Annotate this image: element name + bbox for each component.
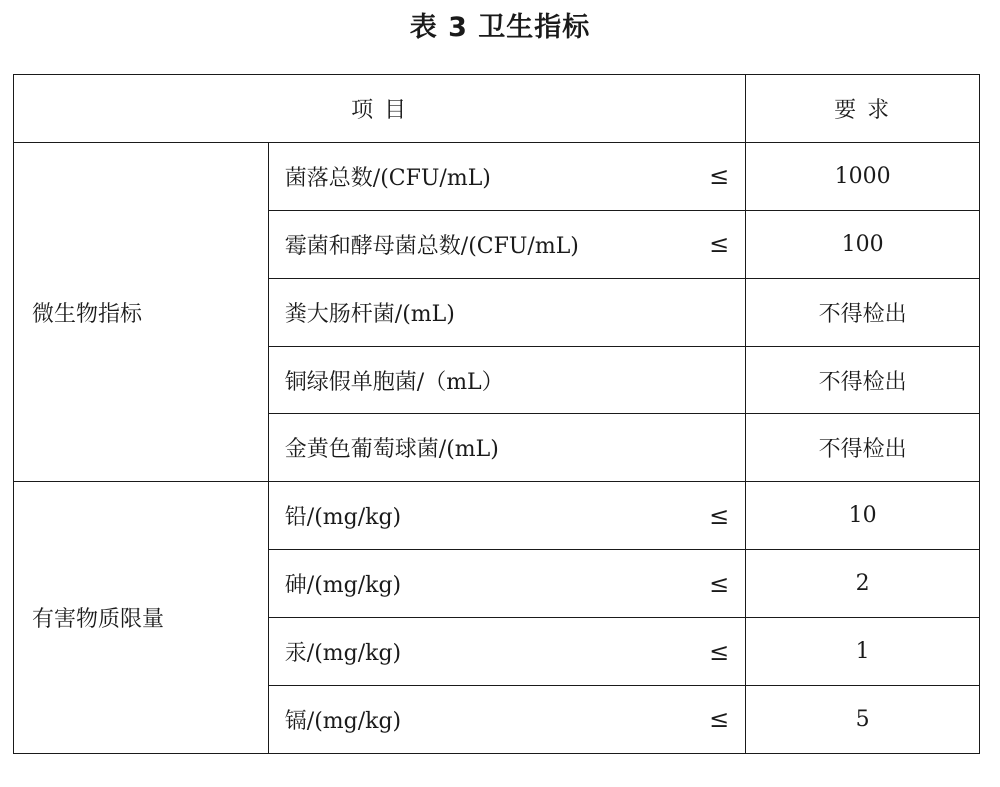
table-row <box>14 482 980 550</box>
hygiene-indicators-table <box>13 74 980 754</box>
item-label: 金黄色葡萄球菌/(mL) <box>284 437 499 463</box>
operator-symbol: ≤ <box>709 230 730 259</box>
operator-symbol: ≤ <box>709 162 730 191</box>
item-label: 汞/(mg/kg) <box>284 641 402 667</box>
table-row <box>14 142 980 210</box>
item-cell <box>268 482 745 550</box>
item-cell <box>268 142 745 210</box>
requirement-value: 5 <box>746 686 980 754</box>
requirement-value: 不得检出 <box>746 346 980 414</box>
item-cell <box>268 210 745 278</box>
requirement-value: 不得检出 <box>746 414 980 482</box>
header-item: 项 目 <box>14 75 746 143</box>
requirement-value: 1000 <box>746 142 980 210</box>
item-cell <box>268 550 745 618</box>
requirement-value: 100 <box>746 210 980 278</box>
item-cell <box>268 618 745 686</box>
operator-symbol: ≤ <box>709 705 730 734</box>
item-cell <box>268 686 745 754</box>
header-requirement: 要 求 <box>746 75 980 143</box>
item-cell <box>268 346 745 414</box>
category-microbial: 微生物指标 <box>14 142 269 481</box>
item-label: 镉/(mg/kg) <box>284 708 402 734</box>
item-label: 粪大肠杆菌/(mL) <box>284 301 455 327</box>
item-label: 铜绿假单胞菌/（mL） <box>284 369 504 395</box>
table-title: 表 3 卫生指标 <box>409 12 591 43</box>
operator-symbol: ≤ <box>709 501 730 530</box>
item-label: 砷/(mg/kg) <box>284 573 402 599</box>
item-label: 菌落总数/(CFU/mL) <box>284 165 491 191</box>
item-cell <box>268 414 745 482</box>
table-header-row <box>14 75 980 143</box>
item-label: 霉菌和酵母菌总数/(CFU/mL) <box>284 233 579 259</box>
category-harmful-substances: 有害物质限量 <box>14 482 269 754</box>
requirement-value: 1 <box>746 618 980 686</box>
requirement-value: 10 <box>746 482 980 550</box>
requirement-value: 不得检出 <box>746 278 980 346</box>
item-cell <box>268 278 745 346</box>
item-label: 铅/(mg/kg) <box>284 505 402 531</box>
operator-symbol: ≤ <box>709 637 730 666</box>
requirement-value: 2 <box>746 550 980 618</box>
operator-symbol: ≤ <box>709 569 730 598</box>
